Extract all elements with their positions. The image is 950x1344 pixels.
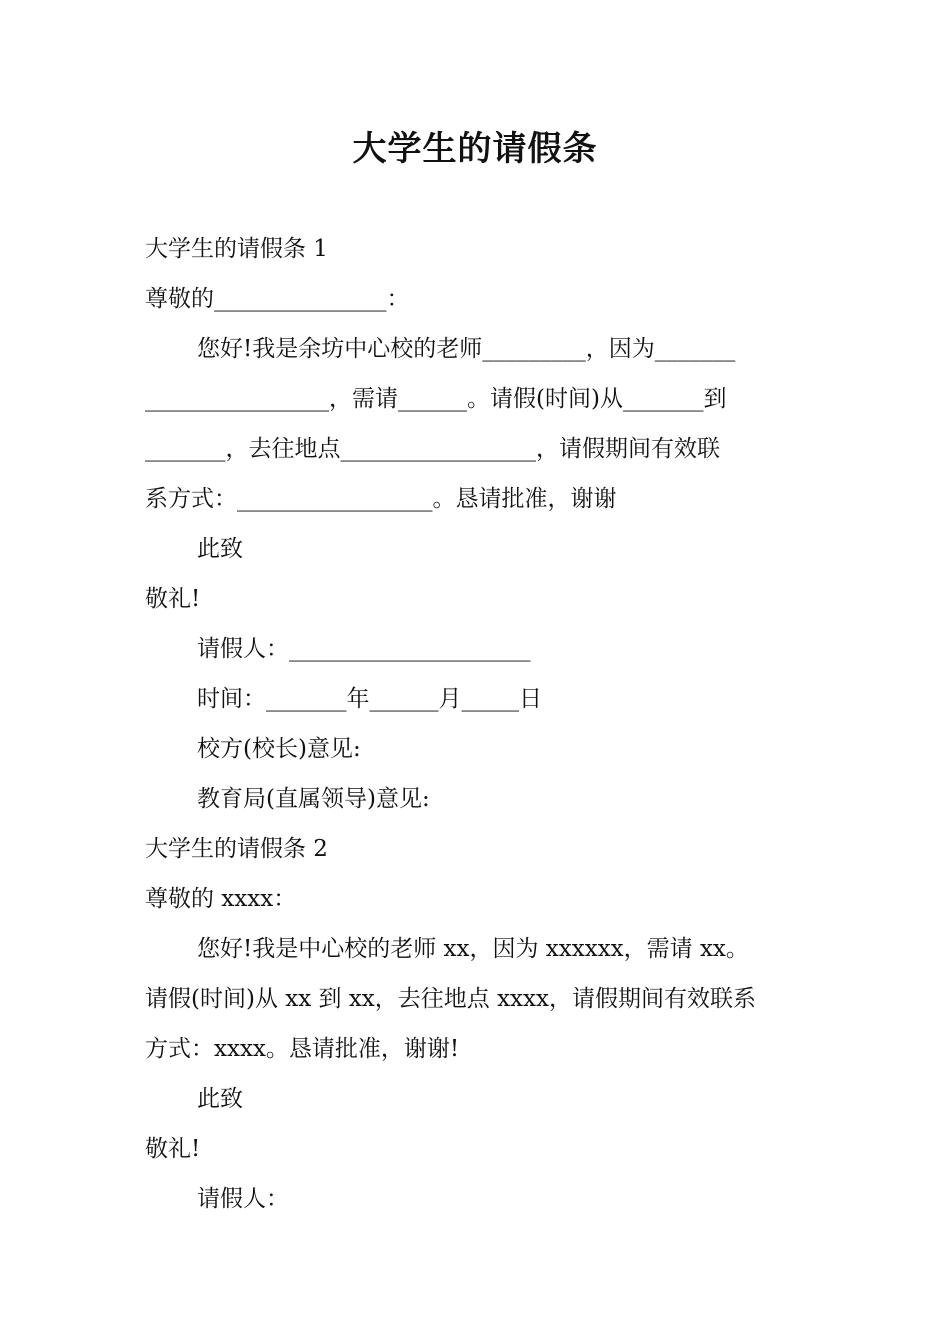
section2-body-line-2: 请假(时间)从 xx 到 xx，去往地点 xxxx，请假期间有效联系 bbox=[145, 986, 756, 1012]
section1-bureau-opinion: 教育局(直属领导)意见: bbox=[197, 786, 430, 812]
section2-closing-1: 此致 bbox=[197, 1086, 243, 1112]
section2-body-line-1: 您好!我是中心校的老师 xx，因为 xxxxxx，需请 xx。 bbox=[197, 936, 749, 962]
document-title: 大学生的请假条 bbox=[352, 129, 598, 169]
section1-salutation: 尊敬的_______________： bbox=[145, 286, 410, 312]
section1-applicant: 请假人：_____________________ bbox=[197, 636, 531, 662]
section1-school-opinion: 校方(校长)意见: bbox=[197, 736, 361, 762]
section1-date: 时间：_______年______月_____日 bbox=[197, 686, 542, 712]
document-body bbox=[145, 224, 807, 1224]
section1-heading: 大学生的请假条 1 bbox=[145, 236, 328, 262]
section2-salutation: 尊敬的 xxxx： bbox=[145, 886, 297, 912]
section1-body-line-3: _______，去往地点_________________，请假期间有效联 bbox=[145, 436, 720, 462]
section1-body-line-1: 您好!我是余坊中心校的老师_________，因为_______ bbox=[197, 336, 736, 362]
section2-heading: 大学生的请假条 2 bbox=[145, 836, 328, 862]
section2-applicant: 请假人： bbox=[197, 1186, 289, 1212]
section1-closing-1: 此致 bbox=[197, 536, 243, 562]
section1-closing-2: 敬礼! bbox=[145, 586, 201, 612]
section2-body-line-3: 方式：xxxx。恳请批准，谢谢! bbox=[145, 1036, 460, 1062]
section1-body-line-2: ________________，需请______。请假(时间)从_______到 bbox=[145, 386, 727, 412]
section1-body-line-4: 系方式：_________________。恳请批准，谢谢 bbox=[145, 486, 617, 512]
section2-closing-2: 敬礼! bbox=[145, 1136, 201, 1162]
